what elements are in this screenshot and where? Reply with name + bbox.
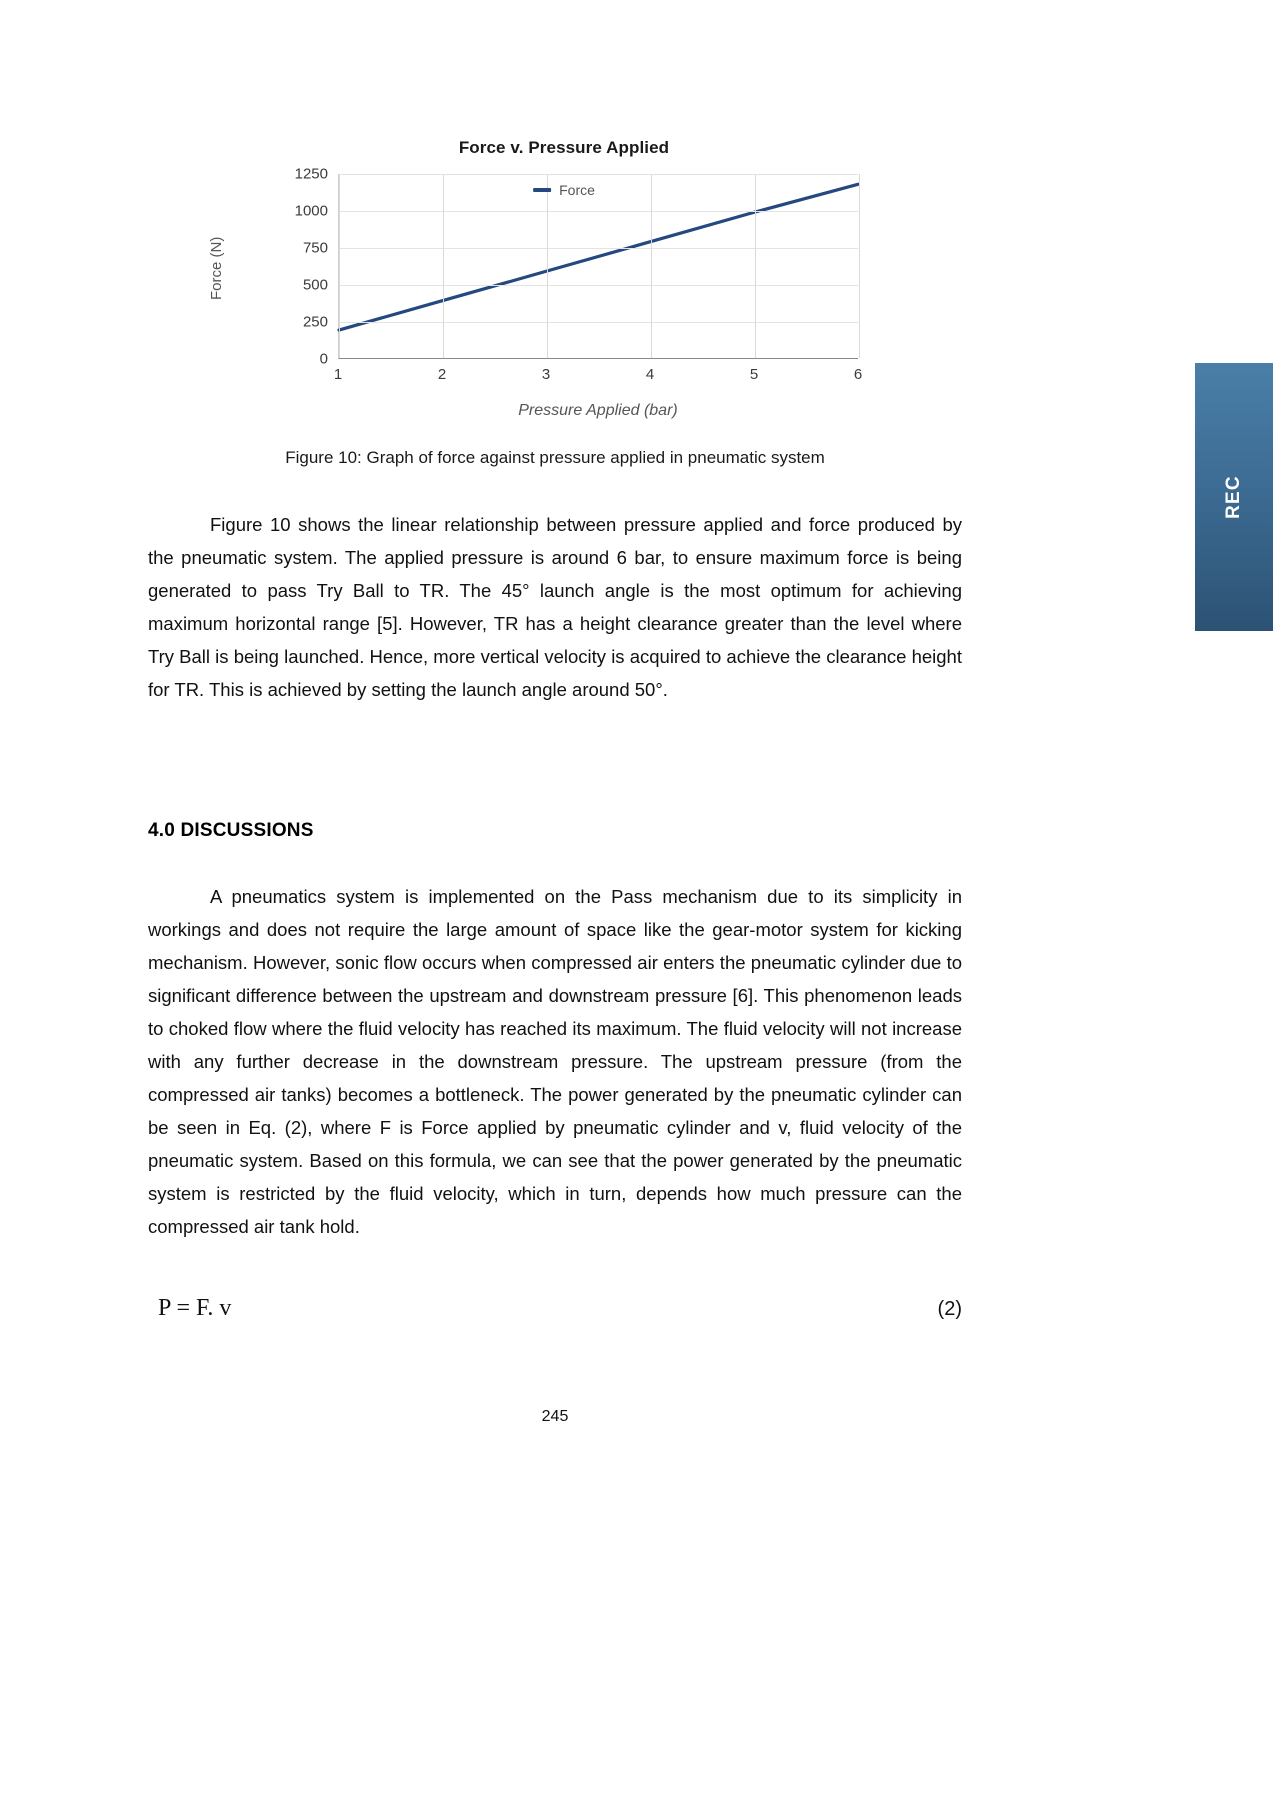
figure-10 (148, 130, 962, 490)
chart-vertical-gridline (859, 174, 860, 358)
paragraph-1: Figure 10 shows the linear relationship between pressure applied and force produced by the pneumatic system. The applied pressure is around 6 bar, to ensure maximum force is being generated to pass Try Ball to TR. The 45° launch angle is the most optimum for achieving maximum horizontal range [5]. However, TR has a height clearance greater than the level where Try Ball is being launched. Hence, more vertical velocity is acquired to achieve the clearance height for TR. This is achieved by setting the launch angle around 50°. (148, 514, 962, 700)
chart-y-tick-label: 250 (302, 313, 328, 331)
rec-side-tab-label: REC (1223, 475, 1244, 519)
equation-power: P = F. v (158, 1295, 232, 1321)
rec-side-tab[interactable] (1195, 363, 1273, 631)
chart-x-tick-label: 6 (853, 366, 863, 383)
chart-y-tick-label: 1000 (294, 202, 328, 220)
chart-y-tick-label: 1250 (294, 165, 328, 183)
page-number: 245 (541, 1408, 569, 1425)
chart-x-tick-label: 5 (749, 366, 759, 383)
section-heading-discussions: 4.0 DISCUSSIONS (148, 820, 314, 841)
chart-y-tick-label: 500 (302, 276, 328, 294)
chart-x-tick-label: 4 (645, 366, 655, 383)
equation-row (148, 1295, 962, 1322)
chart-y-axis (294, 165, 858, 368)
chart-x-axis-label: Pressure Applied (bar) (518, 402, 678, 419)
paragraph-1-block (148, 508, 962, 706)
legend-swatch-force (533, 188, 551, 192)
chart-y-tick-label: 750 (302, 239, 328, 257)
figure-caption: Figure 10: Graph of force against pressure applied in pneumatic system (285, 448, 825, 467)
chart-legend (533, 182, 595, 198)
chart-title: Force v. Pressure Applied (458, 138, 670, 157)
chart-y-axis-label: Force (N) (208, 236, 225, 300)
chart-x-tick-label: 1 (333, 366, 343, 383)
legend-label-force: Force (559, 182, 595, 198)
chart-x-tick-label: 2 (437, 366, 447, 383)
paragraph-2: A pneumatics system is implemented on the Pass mechanism due to its simplicity in workings and does not require the large amount of space like the gear-motor system for kicking mechanism. However, sonic flow occurs when compressed air enters the pneumatic cylinder due to significant difference between the upstream and downstream pressure [6]. This phenomenon leads to choked flow where the fluid velocity has reached its maximum. The fluid velocity will not increase with any further decrease in the downstream pressure. The upstream pressure (from the compressed air tanks) becomes a bottleneck. The power generated by the pneumatic cylinder can be seen in Eq. (2), where F is Force applied by pneumatic cylinder and v, fluid velocity of the pneumatic system. Based on this formula, we can see that the power generated by the pneumatic system is restricted by the fluid velocity, which in turn, depends how much pressure can the compressed air tank hold. (148, 886, 962, 1237)
equation-number: (2) (937, 1298, 962, 1320)
chart-x-tick-label: 3 (541, 366, 551, 383)
chart-y-tick-label: 0 (319, 350, 328, 368)
force-pressure-chart (208, 130, 894, 490)
paragraph-2-block (148, 880, 962, 1243)
